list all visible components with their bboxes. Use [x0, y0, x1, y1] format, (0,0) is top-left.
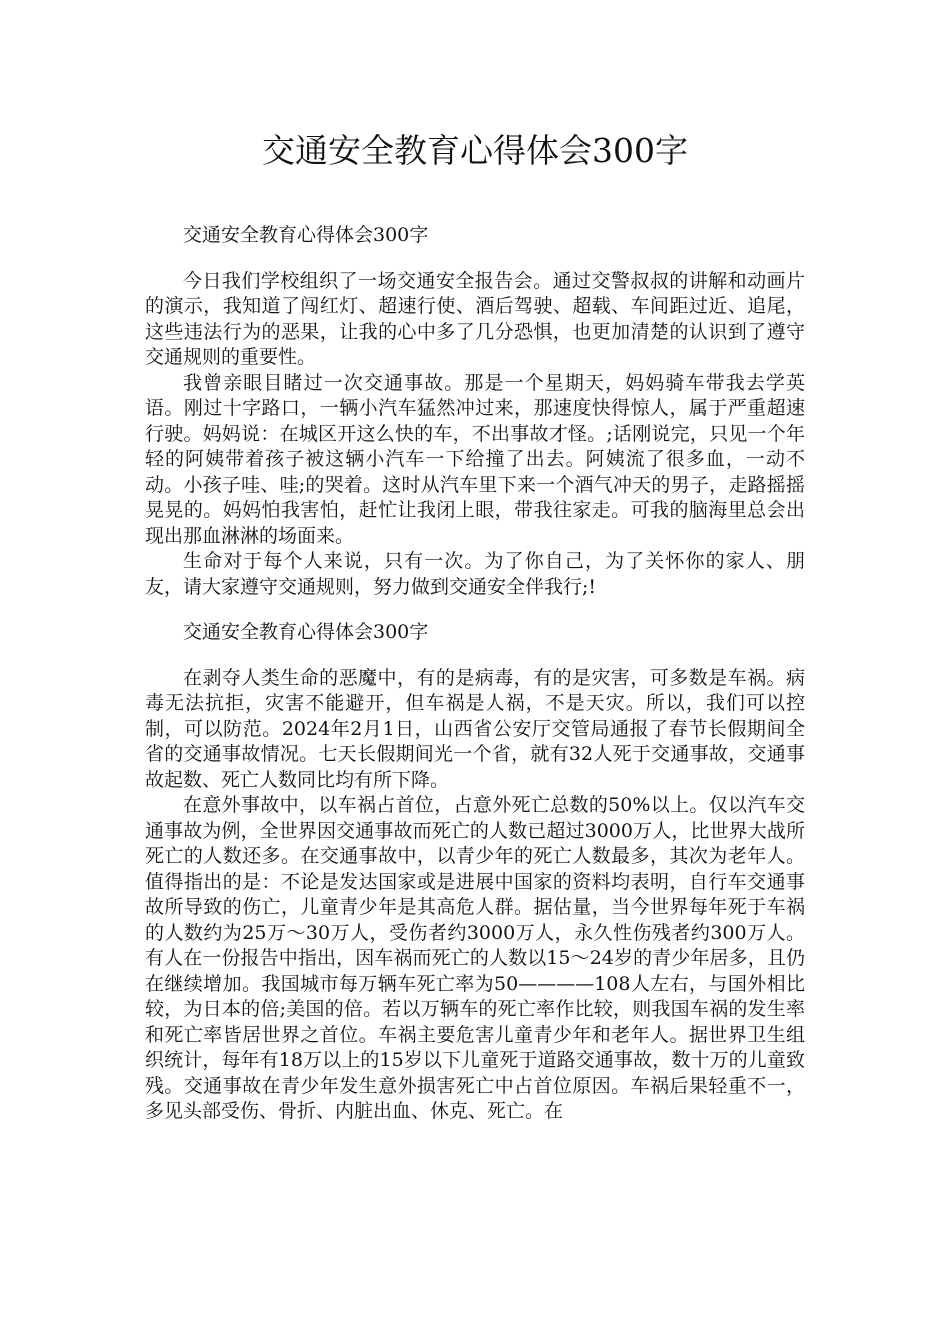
paragraph: 我曾亲眼目睹过一次交通事故。那是一个星期天，妈妈骑车带我去学英语。刚过十字路口，一辆小汽车猛然冲过来，那速度快得惊人，属于严重超速行驶。妈妈说：在城区开这么快的车，不出事故才怪。;话刚说完，只见一个年轻的阿姨带着孩子被这辆小汽车一下给撞了出去。阿姨流了很多血，一动不动。小孩子哇、哇;的哭着。这时从汽车里下来一个酒气冲天的男子，走路摇摇晃晃的。妈妈怕我害怕，赶忙让我闭上眼，带我往家走。可我的脑海里总会出现出那血淋淋的场面来。 — [145, 371, 805, 547]
paragraph: 在意外事故中，以车祸占首位，占意外死亡总数的50%以上。仅以汽车交通事故为例，全世界因交通事故而死亡的人数已超过3000万人，比世界大战所死亡的人数还多。在交通事故中，以青少年的死亡人数最多，其次为老年人。值得指出的是：不论是发达国家或是进展中国家的资料均表明，自行车交通事故所导致的伤亡，儿童青少年是其高危人群。据估量，当今世界每年死于车祸的人数约为25万～30万人，受伤者约3000万人，永久性伤残者约300万人。有人在一份报告中指出，因车祸而死亡的人数以15～24岁的青少年居多，且仍在继续增加。我国城市每万辆车死亡率为50————108人左右，与国外相比较，为日本的倍;美国的倍。若以万辆车的死亡率作比较，则我国车祸的发生率和死亡率皆居世界之首位。车祸主要危害儿童青少年和老年人。据世界卫生组织统计，每年有18万以上的15岁以下儿童死于道路交通事故，数十万的儿童致残。交通事故在青少年发生意外损害死亡中占首位原因。车祸后果轻重不一，多见头部受伤、骨折、内脏出血、休克、死亡。在 — [145, 794, 805, 1122]
document-body — [145, 220, 805, 1125]
paragraph: 今日我们学校组织了一场交通安全报告会。通过交警叔叔的讲解和动画片的演示，我知道了闯红灯、超速行使、酒后驾驶、超载、车间距过近、追尾，这些违法行为的恶果，让我的心中多了几分恐惧，也更加清楚的认识到了遵守交通规则的重要性。 — [145, 269, 805, 368]
paragraph: 在剥夺人类生命的恶魔中，有的是病毒，有的是灾害，可多数是车祸。病毒无法抗拒，灾害不能避开，但车祸是人祸，不是天灾。所以，我们可以控制，可以防范。2024年2月1日，山西省公安厅交管局通报了春节长假期间全省的交通事故情况。七天长假期间光一个省，就有32人死于交通事故，交通事故起数、死亡人数同比均有所下降。 — [145, 666, 805, 791]
section-heading: 交通安全教育心得体会300字 — [183, 224, 429, 246]
section-heading: 交通安全教育心得体会300字 — [183, 621, 429, 643]
document-title: 交通安全教育心得体会300字 — [262, 131, 688, 170]
paragraph: 生命对于每个人来说，只有一次。为了你自己，为了关怀你的家人、朋友，请大家遵守交通规则，努力做到交通安全伴我行;! — [145, 550, 805, 598]
